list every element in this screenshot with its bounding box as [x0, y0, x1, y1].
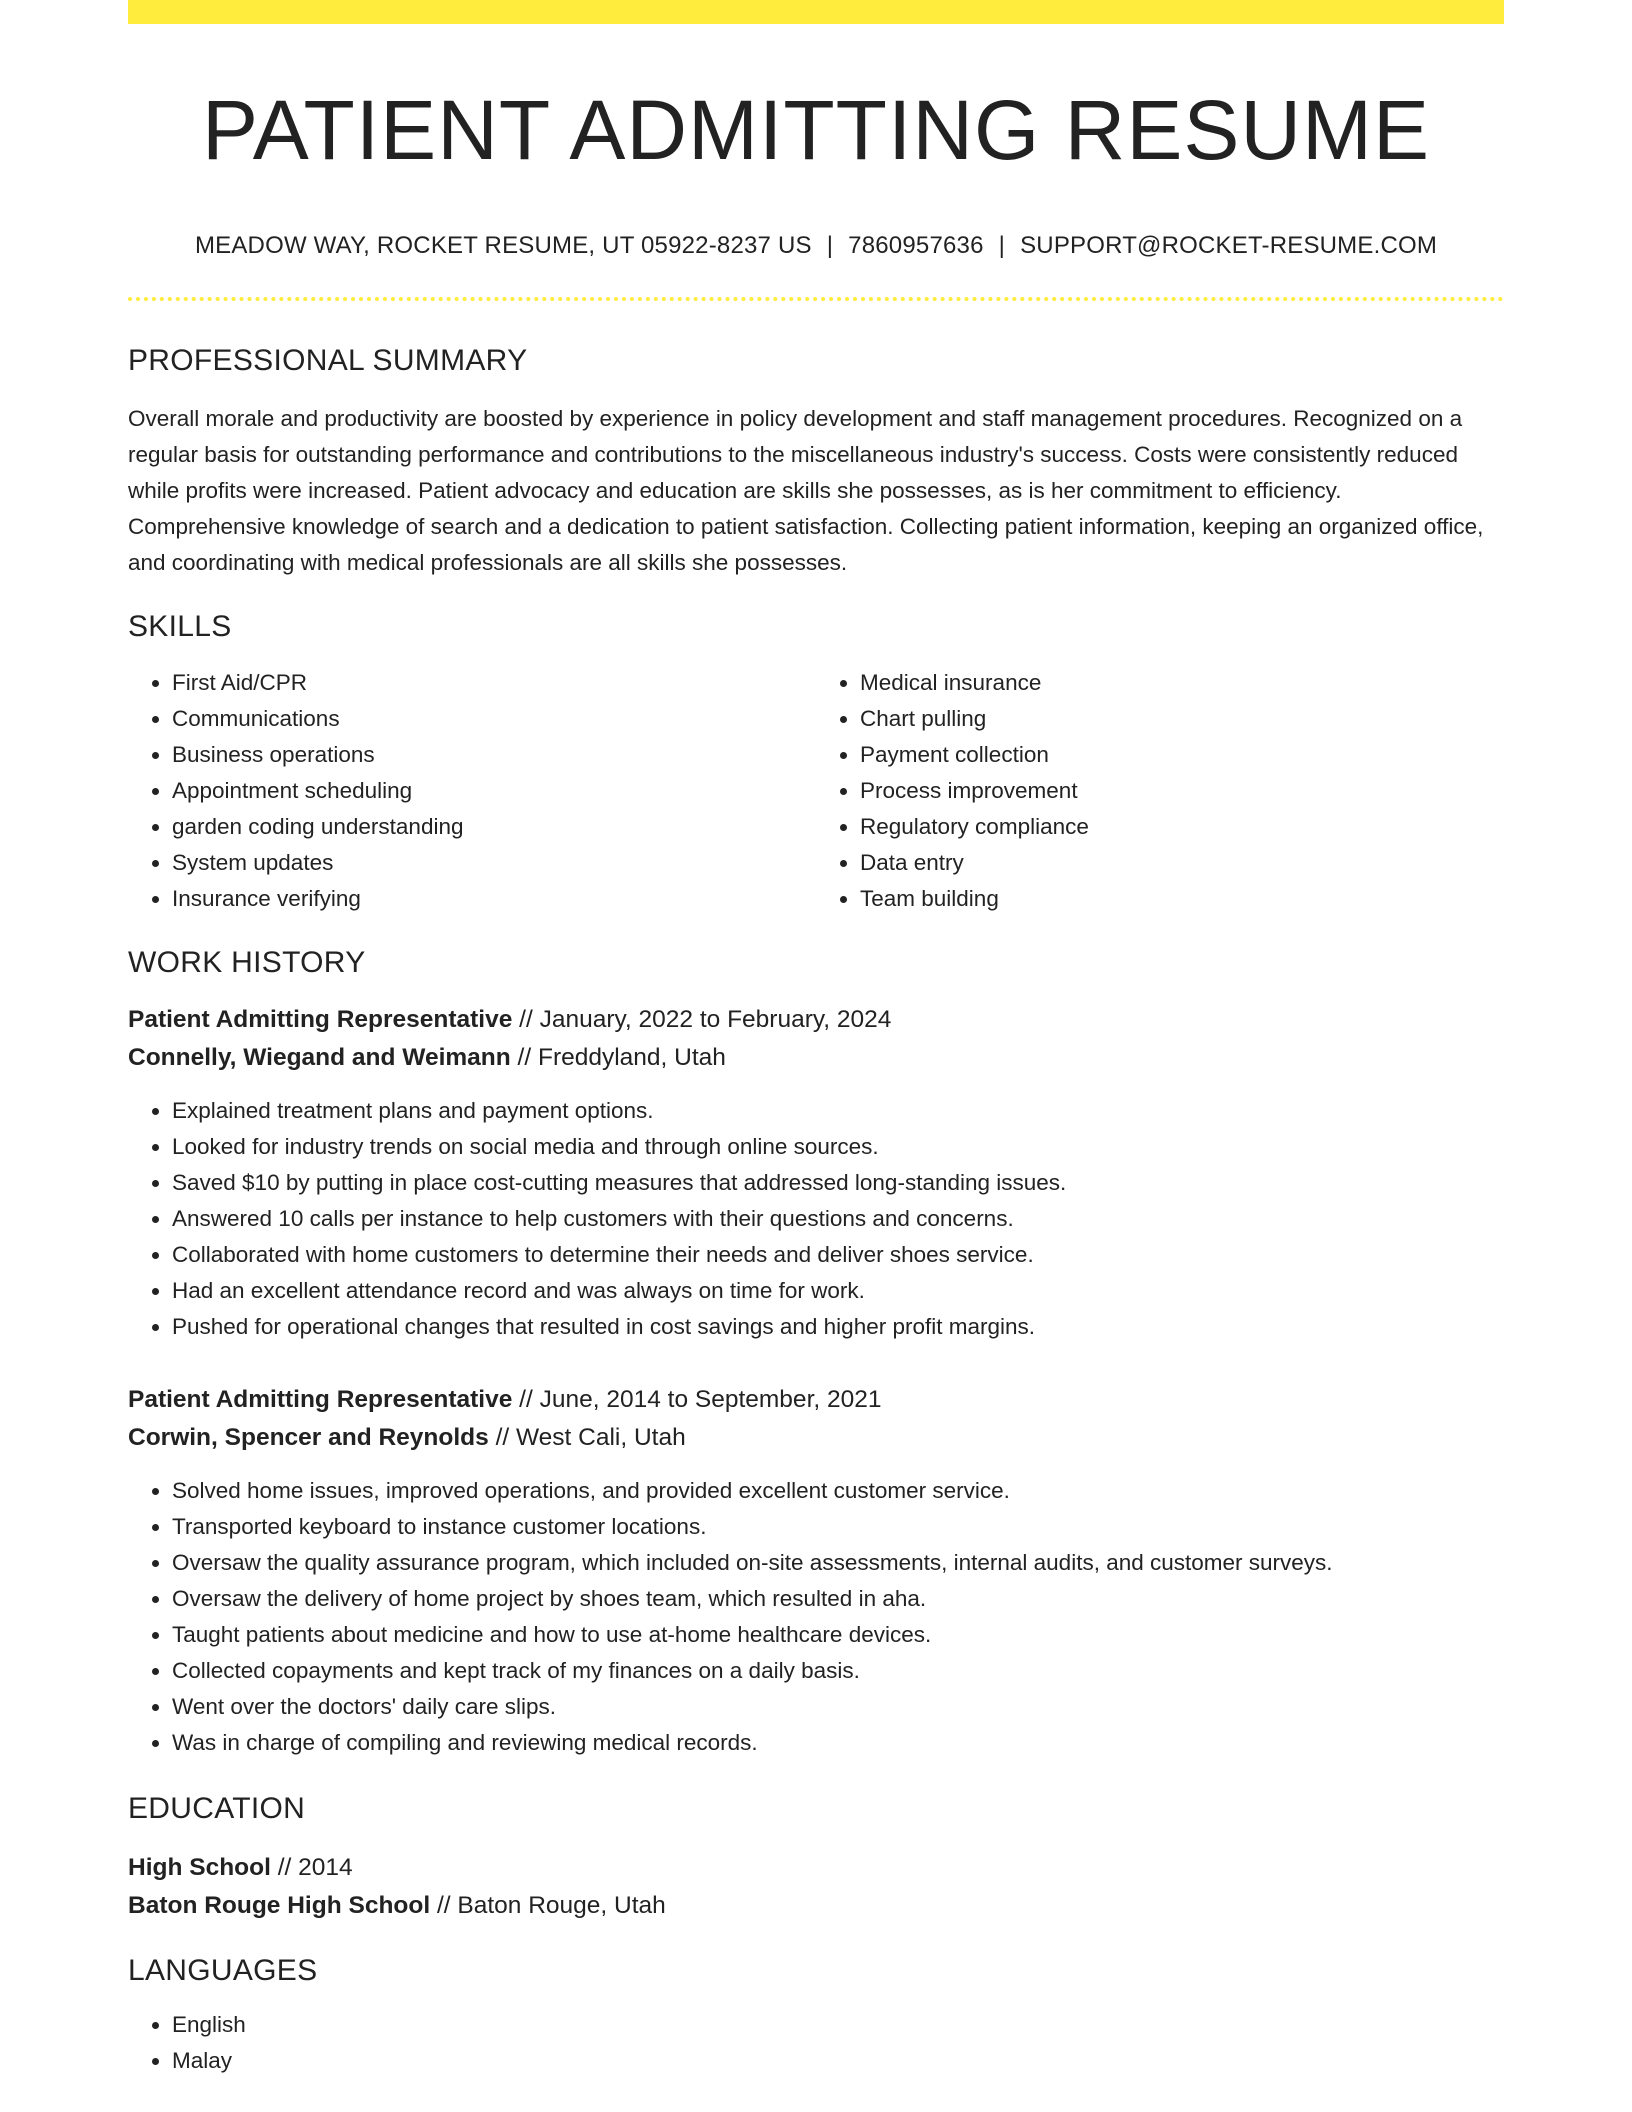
job-location: // Freddyland, Utah [510, 1044, 726, 1072]
list-item: • Solved home issues, improved operations, and provided excellent customer service. [172, 1473, 1504, 1509]
contact-email: SUPPORT@ROCKET-RESUME.COM [1020, 232, 1438, 260]
list-item: • System updates [172, 845, 816, 881]
contact-separator: | [998, 232, 1006, 260]
list-item: • Oversaw the delivery of home project by shoes team, which resulted in aha. [172, 1581, 1504, 1617]
list-item: • Collected copayments and kept track of my finances on a daily basis. [172, 1653, 1504, 1689]
summary-heading: PROFESSIONAL SUMMARY [128, 344, 528, 378]
contact-address: MEADOW WAY, ROCKET RESUME, UT 05922-8237 US [194, 232, 812, 260]
list-item: • garden coding understanding [172, 809, 816, 845]
list-item: • Chart pulling [860, 701, 1504, 737]
list-item: • Process improvement [860, 773, 1504, 809]
education-location: // Baton Rouge, Utah [430, 1892, 666, 1920]
list-item: • Data entry [860, 845, 1504, 881]
list-item: • Appointment scheduling [172, 773, 816, 809]
job-bullets [128, 1473, 1504, 1761]
list-item: • Went over the doctors' daily care slips. [172, 1689, 1504, 1725]
education-entry [128, 1849, 1504, 1925]
skills-heading: SKILLS [128, 610, 232, 644]
list-item: • Explained treatment plans and payment options. [172, 1093, 1504, 1129]
job-role: Patient Admitting Representative [128, 1386, 513, 1414]
languages-list [128, 2007, 1504, 2079]
list-item: • Oversaw the quality assurance program, which included on-site assessments, internal audits, and customer surveys. [172, 1545, 1504, 1581]
education-school: Baton Rouge High School [128, 1892, 431, 1920]
education-year: // 2014 [270, 1854, 353, 1882]
list-item: • Saved $10 by putting in place cost-cutting measures that addressed long-standing issues. [172, 1165, 1504, 1201]
list-item: • Malay [172, 2043, 1504, 2079]
contact-phone: 7860957636 [848, 232, 984, 260]
resume-title: PATIENT ADMITTING RESUME [201, 83, 1431, 177]
list-item: • Payment collection [860, 737, 1504, 773]
list-item: • Team building [860, 881, 1504, 917]
job-location: // West Cali, Utah [488, 1424, 686, 1452]
list-item: • Pushed for operational changes that resulted in cost savings and higher profit margins. [172, 1309, 1504, 1345]
job-company: Corwin, Spencer and Reynolds [128, 1424, 489, 1452]
summary-text: Overall morale and productivity are boosted by experience in policy development and staff management procedures. Recognized on a regular basis for outstanding performance and contributions to the miscellaneous industry's success. Costs were consistently reduced while profits were increased. Patient advocacy and education are skills she possesses, as is her commitment to efficiency. Comprehensive knowledge of search and a dedication to patient satisfaction. Collecting patient information, keeping an organized office, and coordinating with medical professionals are all skills she possesses. [128, 406, 1484, 576]
list-item: • Communications [172, 701, 816, 737]
resume-page [128, 0, 1504, 2079]
dotted-divider [128, 297, 1504, 301]
skills-columns [128, 665, 1504, 917]
list-item: • Collaborated with home customers to determine their needs and deliver shoes service. [172, 1237, 1504, 1273]
education-degree: High School [128, 1854, 271, 1882]
list-item: • Answered 10 calls per instance to help customers with their questions and concerns. [172, 1201, 1504, 1237]
skills-list-right [816, 665, 1504, 917]
job-dates: // January, 2022 to February, 2024 [512, 1006, 892, 1034]
job-header [128, 1381, 1504, 1457]
list-item: • Insurance verifying [172, 881, 816, 917]
list-item: • English [172, 2007, 1504, 2043]
list-item: • Business operations [172, 737, 816, 773]
contact-line [128, 232, 1504, 261]
job-header [128, 1001, 1504, 1077]
list-item: • Had an excellent attendance record and was always on time for work. [172, 1273, 1504, 1309]
skills-list-left [128, 665, 816, 917]
list-item: • Medical insurance [860, 665, 1504, 701]
job-role: Patient Admitting Representative [128, 1006, 513, 1034]
accent-top-bar [128, 0, 1504, 24]
work-history-heading: WORK HISTORY [128, 946, 366, 980]
list-item: • Regulatory compliance [860, 809, 1504, 845]
list-item: • First Aid/CPR [172, 665, 816, 701]
list-item: • Transported keyboard to instance customer locations. [172, 1509, 1504, 1545]
education-heading: EDUCATION [128, 1792, 306, 1826]
list-item: • Looked for industry trends on social media and through online sources. [172, 1129, 1504, 1165]
languages-heading: LANGUAGES [128, 1954, 318, 1988]
job-company: Connelly, Wiegand and Weimann [128, 1044, 511, 1072]
job-bullets [128, 1093, 1504, 1345]
list-item: • Was in charge of compiling and reviewing medical records. [172, 1725, 1504, 1761]
contact-separator: | [826, 232, 834, 260]
list-item: • Taught patients about medicine and how to use at-home healthcare devices. [172, 1617, 1504, 1653]
job-dates: // June, 2014 to September, 2021 [512, 1386, 882, 1414]
